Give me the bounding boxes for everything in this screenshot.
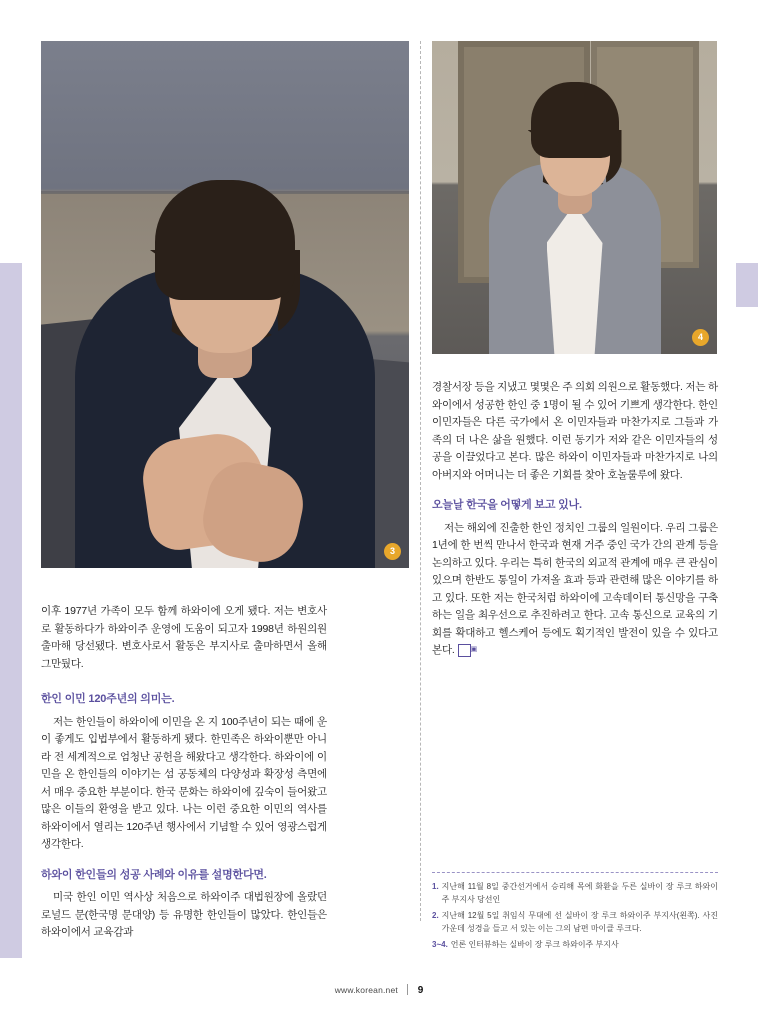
caption-item — [432, 939, 718, 952]
photo-badge-4: 4 — [692, 329, 709, 346]
photo-badge-3: 3 — [384, 543, 401, 560]
footer-separator — [407, 984, 408, 995]
photo-person-hair — [531, 82, 619, 158]
right-color-band — [736, 263, 758, 307]
caption-item — [432, 881, 718, 906]
interview-photo-main — [41, 41, 409, 568]
photo-person-hair — [155, 180, 295, 300]
caption-text: 지난해 12월 5일 취임식 무대에 선 실바이 장 루크 하와이주 부지사(왼쪽). 사진 가운데 성경을 들고 서 있는 이는 그의 남편 마이클 루크다. — [441, 911, 718, 933]
interview-photo-side — [432, 41, 717, 354]
question-heading: 한인 이민 120주년의 의미는. — [41, 693, 175, 705]
question-heading: 하와이 한인들의 성공 사례와 이유를 설명한다면. — [41, 868, 267, 881]
paragraph: 미국 한인 이민 역사상 처음으로 하와이주 대법원장에 올랐던 로널드 문(한국명 문대양) 등 유명한 한인들이 많았다. 한인들은 하와이에서 교육감과 — [41, 891, 327, 938]
caption-number: 2. — [432, 911, 439, 920]
paragraph: 이후 1977년 가족이 모두 함께 하와이에 오게 됐다. 저는 변호사로 활동하다가 하와이주 운영에 도움이 되고자 1998년 하원의원 출마해 당선됐다. 변호사로서 활동은 부지사로 출마하면서 올해 그만뒀다. — [41, 605, 327, 670]
footer-website: www.korean.net — [334, 985, 398, 995]
page-number: 9 — [417, 985, 424, 996]
page-footer — [0, 984, 758, 996]
article-column-left — [41, 603, 327, 951]
caption-number: 1. — [432, 882, 439, 891]
caption-number: 3~4. — [432, 940, 448, 949]
left-color-band — [0, 263, 22, 958]
caption-text: 언론 인터뷰하는 실바이 장 루크 하와이주 부지사 — [450, 940, 619, 949]
end-mark-icon: ▣ — [458, 644, 471, 657]
caption-text: 지난해 11월 8일 중간선거에서 승리해 목에 화환을 두른 실바이 장 루크 하와이주 부지사 당선인 — [441, 882, 718, 904]
column-divider — [420, 41, 421, 921]
question-heading: 오늘날 한국을 어떻게 보고 있나. — [432, 499, 582, 511]
caption-item — [432, 910, 718, 935]
paragraph — [432, 520, 718, 660]
caption-divider — [432, 872, 718, 873]
article-column-right — [432, 379, 718, 669]
photo-captions — [432, 872, 718, 956]
paragraph: 저는 한인들이 하와이에 이민을 온 지 100주년이 되는 때에 운이 좋게도 입법부에서 활동하게 됐다. 한민족은 하와이뿐만 아니라 전 세계적으로 엄청난 공헌을 해왔다고 생각한다. 하와이에 이민을 온 한인들의 이야기는 섬 공동체의 다양성과 확장성 측면에서 매우 중요한 부분이다. 한국 문화는 하와이에 깊숙이 들어왔고 많은 이들의 환영을 받고 있다. 나는 이런 중요한 이민의 역사를 하와이에서 열리는 120주년 행사에서 기념할 수 있어 영광스럽게 생각한다. — [41, 715, 327, 850]
paragraph: 경찰서장 등을 지냈고 몇몇은 주 의회 의원으로 활동했다. 저는 하와이에서 성공한 한인 중 1명이 될 수 있어 기쁘게 생각한다. 한인 이민자들은 다른 국가에서 온 이민자들과 마찬가지로 그들과 가족의 더 나은 삶을 원했다. 이런 동기가 저와 같은 이민자들의 성공을 이끌었다고 본다. 많은 하와이 이민자들과 마찬가지로 나의 아버지와 어머니는 더 좋은 기회를 찾아 호놀룰루에 왔다. — [432, 381, 718, 481]
paragraph-text: 저는 해외에 진출한 한인 정치인 그룹의 일원이다. 우리 그룹은 1년에 한 번씩 만나서 한국과 현재 거주 중인 국가 간의 관계 등을 논의하고 있다. 우리는 특히 한국의 외교적 관계에 매우 큰 관심이 있으며 한반도 통일이 가져올 효과 등과 관련해 많은 이야기를 하고 있다. 또한 저는 한국처럼 하와이에 고속데이터 통신망을 구축하는 일을 최우선으로 추진하려고 한다. 고속 통신으로 교육의 기회를 확대하고 헬스케어 등에도 획기적인 발전이 있을 수 있다고 본다. — [432, 521, 718, 656]
